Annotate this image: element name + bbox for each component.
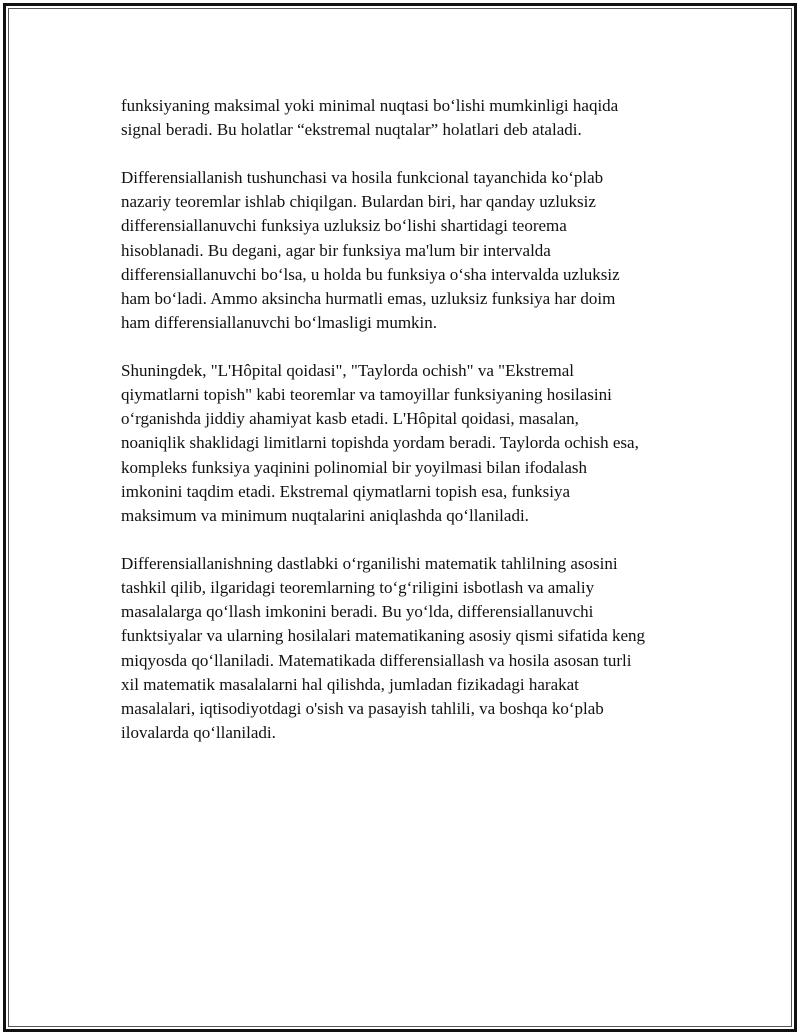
text-line: ham boʻladi. Ammo aksincha hurmatli emas, uzluksiz funksiya har doim	[121, 288, 616, 308]
paragraph-lhopital-taylor	[121, 359, 691, 528]
text-line: funktsiyalar va ularning hosilalari matematikaning asosiy qismi sifatida keng	[121, 626, 646, 646]
text-line: noaniqlik shaklidagi limitlarni topishda yordam beradi. Taylorda ochish esa,	[121, 433, 639, 453]
text-line: masalalari, iqtisodiyotdagi o'sish va pasayish tahlili, va boshqa koʻplab	[121, 698, 604, 718]
text-line: Differensiallanishning dastlabki oʻrganilishi matematik tahlilning asosini	[121, 553, 618, 573]
text-line: qiymatlarni topish" kabi teoremlar va tamoyillar funksiyaning hosilasini	[121, 385, 612, 405]
paragraph-applications	[121, 552, 691, 746]
text-line: tashkil qilib, ilgaridagi teoremlarning toʻgʻriligini isbotlash va amaliy	[121, 577, 595, 597]
page-border	[3, 3, 797, 1032]
text-line: masalalarga qoʻllash imkonini beradi. Bu yoʻlda, differensiallanuvchi	[121, 602, 594, 622]
text-line: imkonini taqdim etadi. Ekstremal qiymatlarni topish esa, funksiya	[121, 481, 570, 501]
text-line: nazariy teoremlar ishlab chiqilgan. Bulardan biri, har qanday uzluksiz	[121, 192, 596, 212]
document-body	[121, 94, 691, 769]
paragraph-differentiability-theorem	[121, 166, 691, 335]
text-line: maksimum va minimum nuqtalarini aniqlashda qoʻllaniladi.	[121, 506, 529, 526]
text-line: Shuningdek, "L'Hôpital qoidasi", "Taylorda ochish" va "Ekstremal	[121, 360, 574, 380]
text-line: Differensiallanish tushunchasi va hosila funkcional tayanchida koʻplab	[121, 167, 604, 187]
paragraph-extremal-points	[121, 94, 691, 142]
text-line: xil matematik masalalarni hal qilishda, jumladan fizikadagi harakat	[121, 674, 579, 694]
text-line: differensiallanuvchi funksiya uzluksiz boʻlishi shartidagi teorema	[121, 216, 567, 236]
text-line: signal beradi. Bu holatlar “ekstremal nuqtalar” holatlari deb ataladi.	[121, 120, 582, 140]
text-line: differensiallanuvchi boʻlsa, u holda bu funksiya oʻsha intervalda uzluksiz	[121, 264, 620, 284]
text-line: ilovalarda qoʻllaniladi.	[121, 723, 276, 743]
text-line: kompleks funksiya yaqinini polinomial bir yoyilmasi bilan ifodalash	[121, 457, 588, 477]
text-line: hisoblanadi. Bu degani, agar bir funksiya ma'lum bir intervalda	[121, 240, 551, 260]
text-line: oʻrganishda jiddiy ahamiyat kasb etadi. L'Hôpital qoidasi, masalan,	[121, 409, 579, 429]
text-line: funksiyaning maksimal yoki minimal nuqtasi boʻlishi mumkinligi haqida	[121, 96, 619, 115]
text-line: ham differensiallanuvchi boʻlmasligi mumkin.	[121, 313, 438, 333]
text-line: miqyosda qoʻllaniladi. Matematikada differensiallash va hosila asosan turli	[121, 650, 632, 670]
